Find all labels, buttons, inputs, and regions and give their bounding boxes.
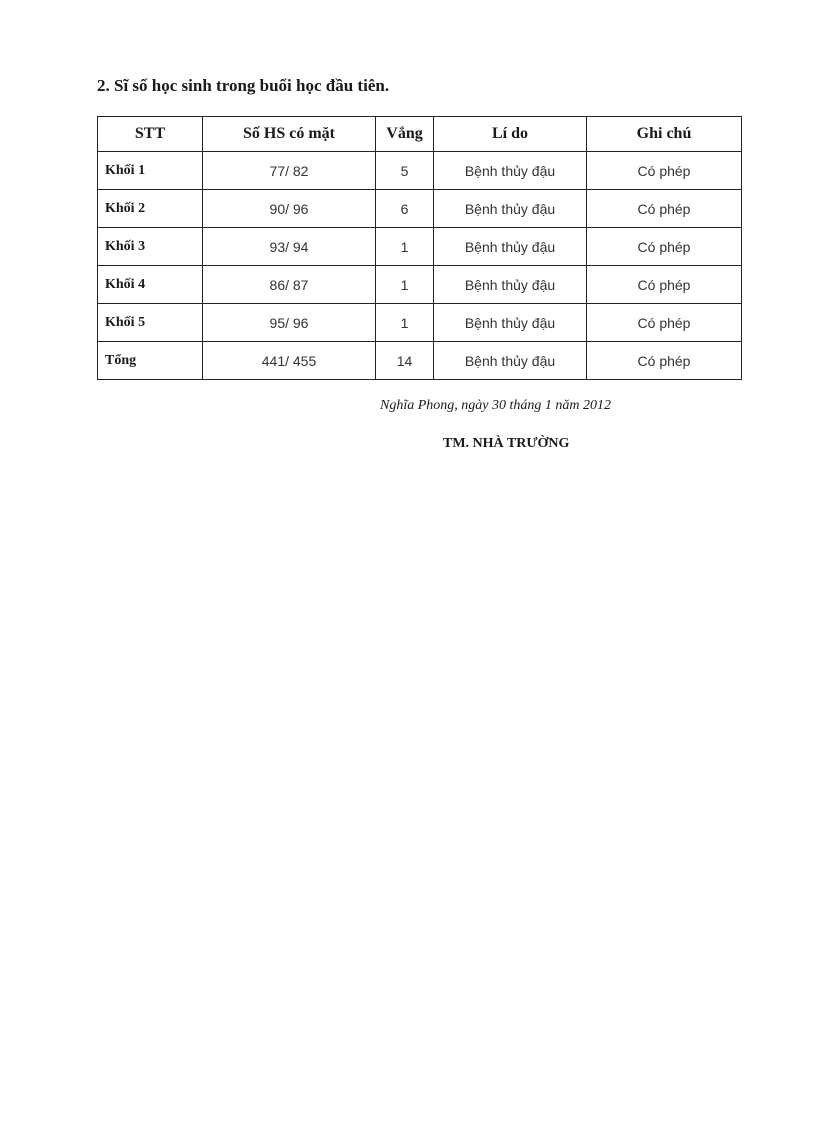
date-line: Nghĩa Phong, ngày 30 tháng 1 năm 2012 [380,398,611,413]
cell-grade: Khối 4 [98,266,203,304]
cell-present: 86/ 87 [203,266,376,304]
cell-present: 90/ 96 [203,190,376,228]
header-note: Ghi chú [587,117,742,152]
cell-reason: Bệnh thủy đậu [434,342,587,380]
table-row [98,190,742,228]
cell-note: Có phép [587,266,742,304]
cell-absent: 1 [376,228,434,266]
header-absent: Vắng [376,117,434,152]
cell-absent: 5 [376,152,434,190]
signature-title: TM. NHÀ TRƯỜNG [443,436,570,451]
cell-note: Có phép [587,304,742,342]
header-stt: STT [98,117,203,152]
cell-present-total: 441/ 455 [203,342,376,380]
table-row [98,152,742,190]
table-row [98,304,742,342]
cell-present: 77/ 82 [203,152,376,190]
cell-grade: Khối 1 [98,152,203,190]
cell-reason: Bệnh thủy đậu [434,190,587,228]
cell-absent: 1 [376,304,434,342]
cell-grade: Khối 2 [98,190,203,228]
cell-absent: 6 [376,190,434,228]
cell-reason: Bệnh thủy đậu [434,228,587,266]
cell-absent: 1 [376,266,434,304]
cell-grade: Khối 5 [98,304,203,342]
cell-note: Có phép [587,228,742,266]
attendance-table [97,116,742,380]
table-header-row [98,117,742,152]
table-row [98,266,742,304]
header-present: Số HS có mặt [203,117,376,152]
cell-present: 95/ 96 [203,304,376,342]
header-reason: Lí do [434,117,587,152]
cell-absent-total: 14 [376,342,434,380]
section-heading: 2. Sĩ số học sinh trong buổi học đầu tiên. [97,76,390,95]
cell-note: Có phép [587,342,742,380]
cell-note: Có phép [587,190,742,228]
table-total-row [98,342,742,380]
cell-grade-total: Tổng [98,342,203,380]
cell-reason: Bệnh thủy đậu [434,266,587,304]
cell-reason: Bệnh thủy đậu [434,304,587,342]
cell-note: Có phép [587,152,742,190]
cell-present: 93/ 94 [203,228,376,266]
table-row [98,228,742,266]
cell-reason: Bệnh thủy đậu [434,152,587,190]
cell-grade: Khối 3 [98,228,203,266]
